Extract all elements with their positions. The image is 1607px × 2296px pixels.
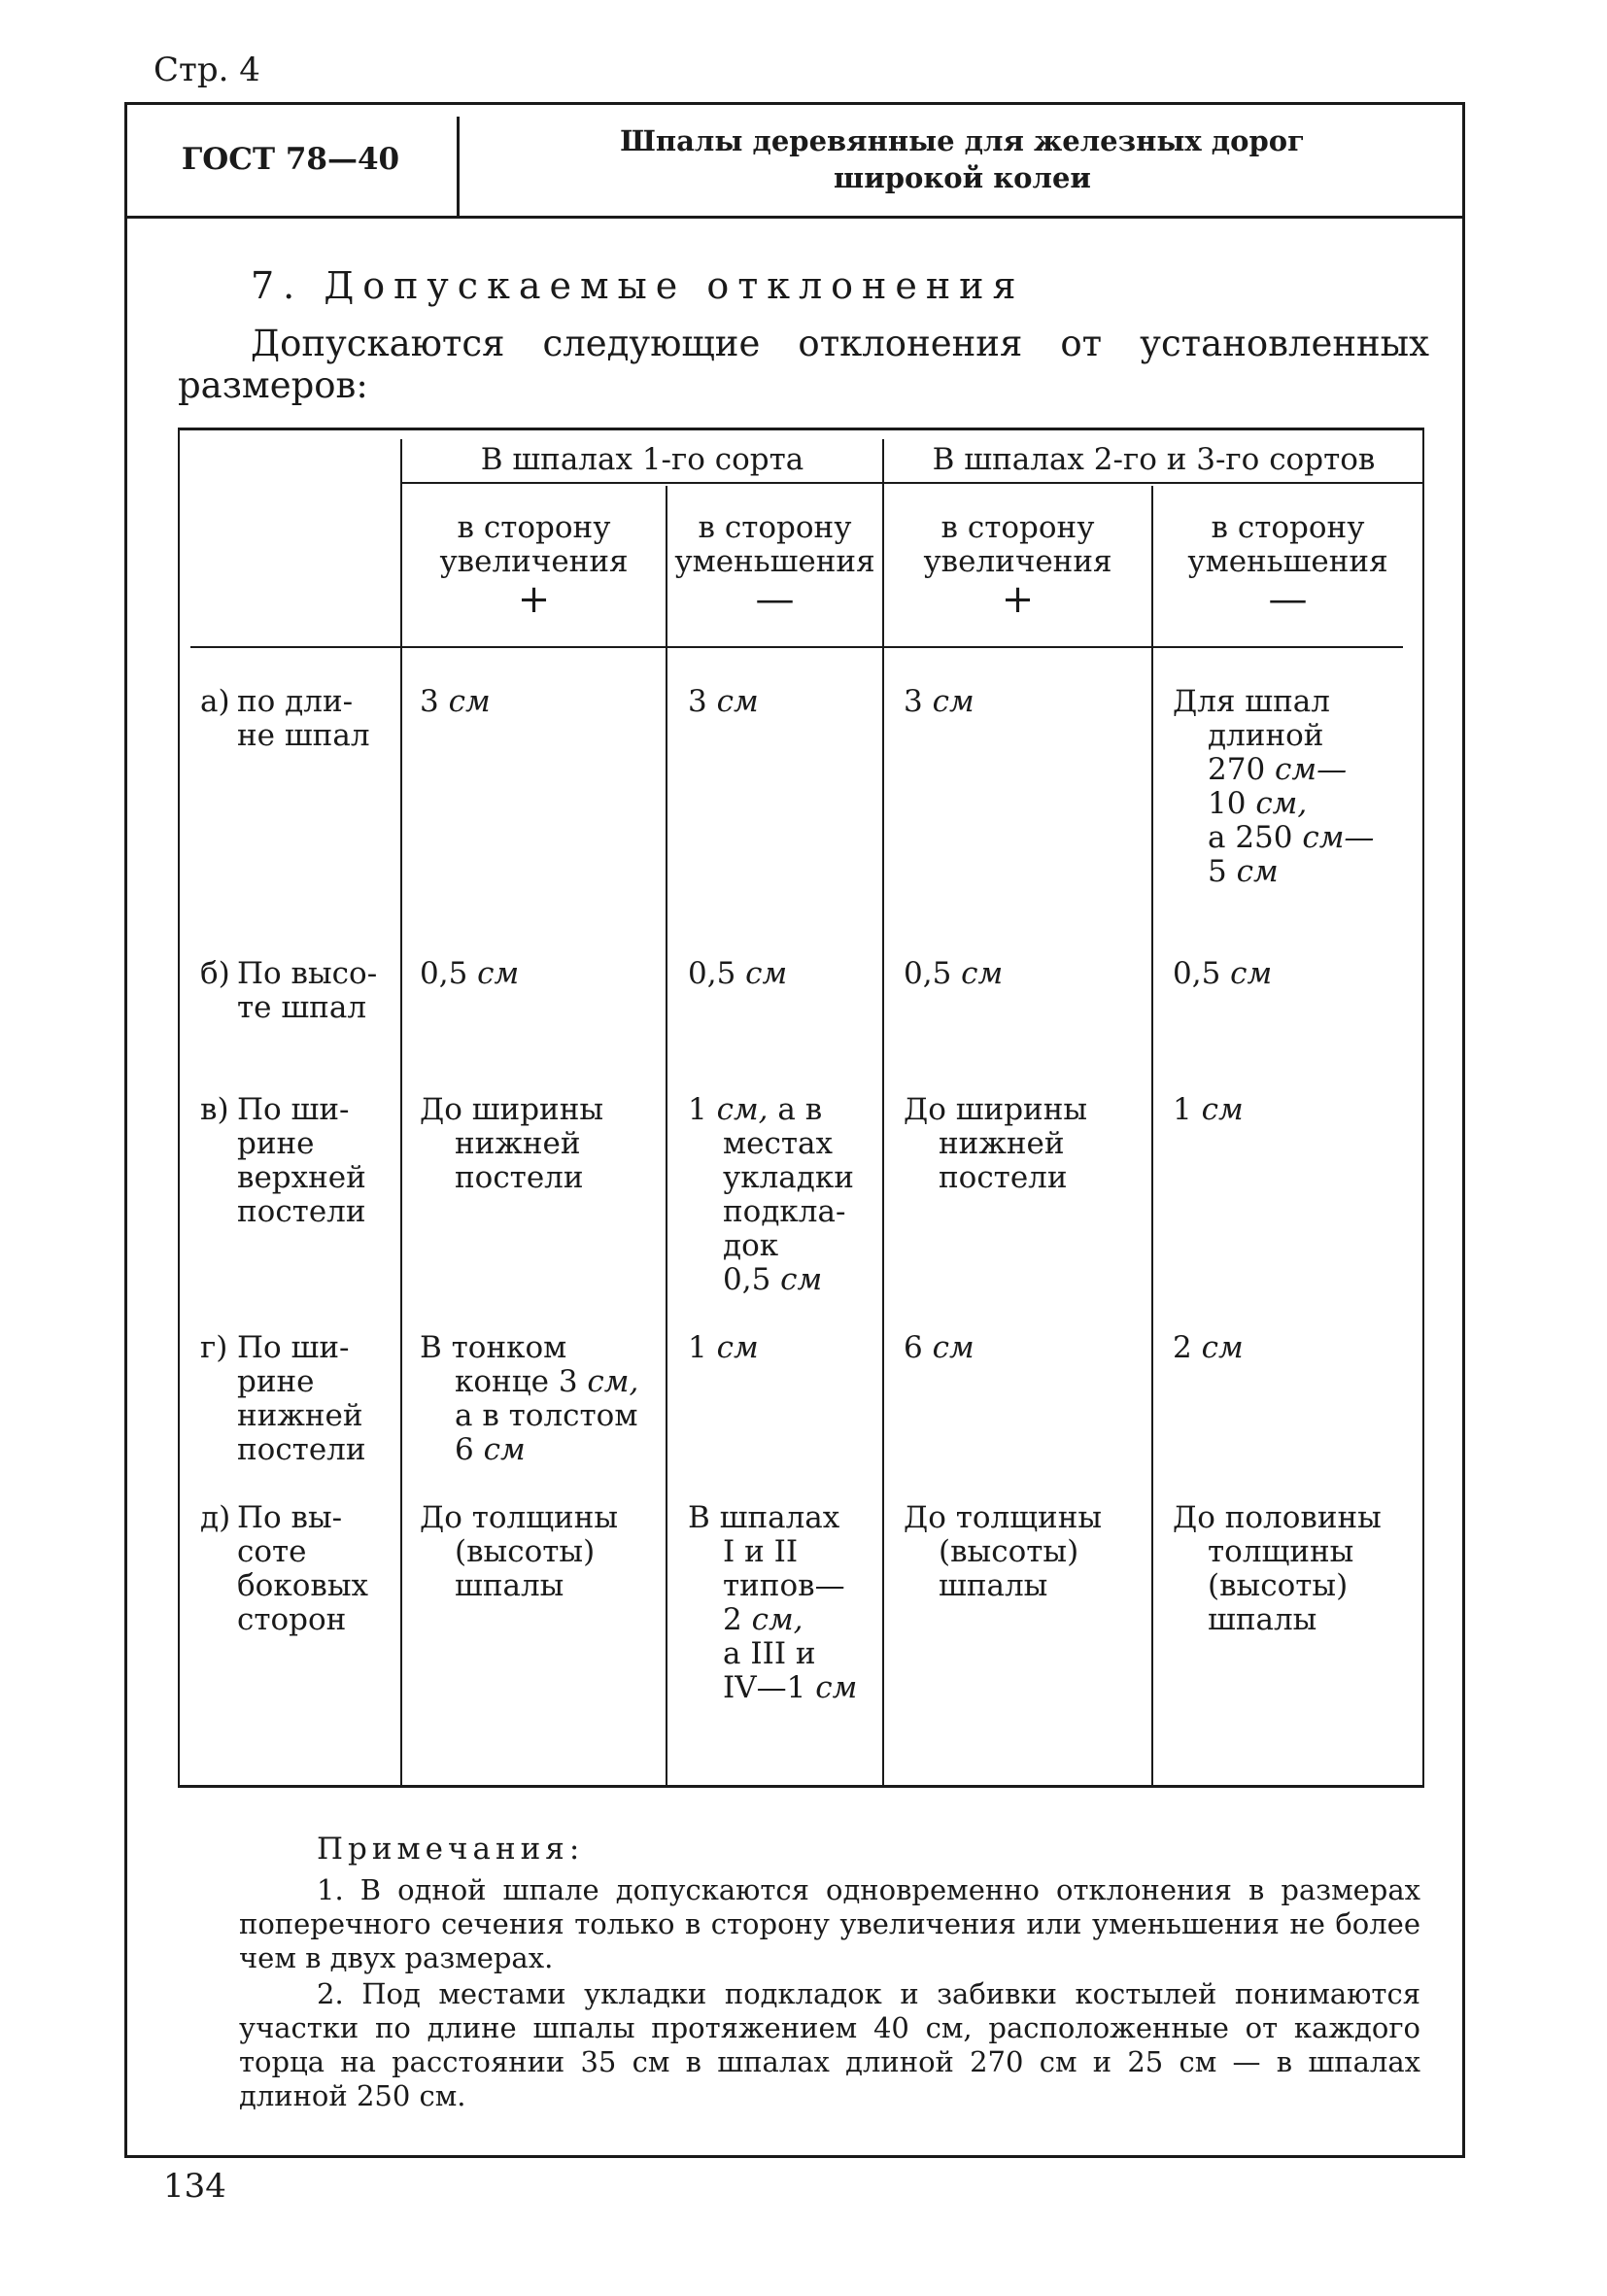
table-header-rule: [402, 482, 1422, 484]
cell-text: а III и: [723, 1636, 816, 1671]
minus-sign: —: [755, 577, 795, 622]
row-letter: г): [200, 1330, 228, 1365]
subheader-decrease: [667, 511, 882, 620]
cell-line: [420, 685, 653, 719]
cell-line: [688, 1637, 921, 1671]
cell-text: 0,5: [904, 956, 962, 991]
table-cell: [688, 957, 921, 991]
cell-line: [688, 1535, 921, 1569]
unit-text: см: [1201, 1092, 1244, 1127]
subheader-increase: [884, 511, 1151, 620]
row-label-line: По ши-: [237, 1330, 350, 1365]
cell-text: местах: [723, 1126, 833, 1161]
cell-text: (высоты): [939, 1534, 1079, 1569]
cell-line: [1173, 685, 1406, 719]
page-label: Стр. 4: [154, 51, 260, 89]
row-label-line: По вы-: [237, 1500, 343, 1535]
cell-text: шпалы: [1208, 1602, 1317, 1637]
cell-line: [420, 1331, 653, 1365]
cell-text: постели: [455, 1160, 584, 1195]
row-letter: в): [200, 1092, 229, 1127]
cell-text: 6: [904, 1330, 933, 1365]
document-title-line-2: широкой колеи: [834, 160, 1091, 194]
unit-text: см: [716, 1330, 759, 1365]
subheader-line: уменьшения: [1187, 544, 1388, 579]
table-cell: [1173, 1331, 1406, 1365]
cell-text: Для шпал: [1173, 684, 1330, 719]
subheader-decrease: [1153, 511, 1422, 620]
table-cell: [904, 1331, 1137, 1365]
unit-text: см,: [751, 1602, 804, 1637]
cell-text: 270: [1208, 752, 1276, 787]
cell-line: [1173, 719, 1406, 753]
cell-line: [688, 1501, 921, 1535]
row-label-line: По высо-: [237, 956, 378, 991]
unit-text: см: [961, 956, 1004, 991]
table-cell: [688, 1501, 921, 1705]
table-cell: [1173, 685, 1406, 889]
table-cell: [904, 957, 1137, 991]
cell-line: [904, 685, 1137, 719]
cell-text: толщины: [1208, 1534, 1354, 1569]
cell-line: [904, 1569, 1137, 1603]
cell-text: 3: [688, 684, 717, 719]
cell-text: 2: [723, 1602, 752, 1637]
intro-word: Допускаются: [251, 323, 505, 364]
intro-line-1: [178, 323, 1429, 364]
unit-text: см,: [587, 1364, 639, 1399]
cell-line: [420, 1161, 653, 1195]
row-label-line: постели: [237, 1432, 366, 1467]
row-label-line: рине: [237, 1364, 315, 1399]
plus-sign: +: [1001, 577, 1035, 622]
intro-word: от: [1060, 323, 1103, 364]
row-letter: д): [200, 1500, 231, 1535]
row-label-line: те шпал: [237, 990, 367, 1025]
cell-line: [420, 1433, 653, 1467]
cell-text: нижней: [939, 1126, 1065, 1161]
cell-line: [904, 1093, 1137, 1127]
subheader-line: в сторону: [940, 510, 1095, 545]
cell-line: [688, 1195, 921, 1229]
cell-text: 0,5: [723, 1262, 781, 1297]
subheader-line: в сторону: [1211, 510, 1365, 545]
unit-text: см: [716, 684, 759, 719]
table-cell: [420, 957, 653, 991]
unit-text: см,: [716, 1092, 769, 1127]
table-cell: [420, 1093, 653, 1195]
cell-line: [688, 957, 921, 991]
cell-line: [688, 1161, 921, 1195]
cell-text: 3: [420, 684, 449, 719]
cell-text: подкла-: [723, 1194, 846, 1229]
standard-code: ГОСТ 78—40: [181, 141, 400, 177]
header-bottom-rule: [124, 216, 1465, 219]
cell-text: типов—: [723, 1568, 845, 1603]
cell-line: [688, 1603, 921, 1637]
row-label-line: боковых: [237, 1568, 368, 1603]
cell-line: [688, 1127, 921, 1161]
table-cell: [688, 685, 921, 719]
table-cell: [688, 1093, 921, 1297]
cell-line: [688, 1263, 921, 1297]
cell-line: [1173, 787, 1406, 821]
cell-text: 0,5: [420, 956, 478, 991]
row-label-line: По ши-: [237, 1092, 350, 1127]
unit-text: см: [448, 684, 491, 719]
subheader-line: в сторону: [457, 510, 611, 545]
cell-line: [420, 1365, 653, 1399]
unit-text: см—: [1302, 820, 1375, 855]
notes-heading: Примечания:: [317, 1832, 585, 1867]
unit-text: см: [483, 1432, 526, 1467]
cell-line: [1173, 957, 1406, 991]
subheader-line: увеличения: [923, 544, 1112, 579]
cell-line: [904, 1501, 1137, 1535]
cell-text: До половины: [1173, 1500, 1382, 1535]
unit-text: см: [1236, 854, 1279, 889]
table-cell: [420, 1331, 653, 1467]
unit-text: см: [745, 956, 788, 991]
subheader-line: уменьшения: [674, 544, 875, 579]
cell-text: 5: [1208, 854, 1237, 889]
row-label-line: соте: [237, 1534, 307, 1569]
cell-text: 0,5: [1173, 956, 1231, 991]
document-title-line-1: Шпалы деревянные для железных дорог: [620, 123, 1305, 157]
cell-line: [688, 1093, 921, 1127]
unit-text: см: [780, 1262, 823, 1297]
section-intro: [178, 323, 1429, 406]
cell-line: [420, 1501, 653, 1535]
unit-text: см: [1201, 1330, 1244, 1365]
note-1: 1. В одной шпале допускаются одновременно отклонения в размерах поперечного сечения только в сторону увеличения или уменьшения не более чем в двух размерах.: [239, 1873, 1420, 1974]
cell-text: 10: [1208, 786, 1256, 821]
table-cell: [1173, 1501, 1406, 1637]
row-label-line: постели: [237, 1194, 366, 1229]
cell-line: [420, 1399, 653, 1433]
cell-line: [1173, 1603, 1406, 1637]
cell-text: 0,5: [688, 956, 746, 991]
row-label-line: не шпал: [237, 718, 370, 753]
table-cell: [904, 1093, 1137, 1195]
cell-line: [688, 1331, 921, 1365]
table-cell: [1173, 1093, 1406, 1127]
intro-word: установленных: [1140, 323, 1429, 364]
table-col-line: [400, 439, 402, 1785]
row-label-line: рине: [237, 1126, 315, 1161]
cell-text: а в толстом: [455, 1398, 638, 1433]
cell-line: [1173, 855, 1406, 889]
cell-text: До ширины: [420, 1092, 604, 1127]
row-label-line: верхней: [237, 1160, 366, 1195]
page-number: 134: [163, 2167, 226, 2206]
cell-text: укладки: [723, 1160, 854, 1195]
subheader-line: в сторону: [698, 510, 852, 545]
cell-line: [420, 957, 653, 991]
table-col-line: [666, 486, 667, 1785]
cell-line: [1173, 1569, 1406, 1603]
cell-line: [904, 957, 1137, 991]
unit-text: см: [477, 956, 520, 991]
cell-text: IV—1: [723, 1670, 816, 1705]
cell-text: а 250: [1208, 820, 1303, 855]
plus-sign: +: [517, 577, 551, 622]
cell-text: До ширины: [904, 1092, 1088, 1127]
cell-line: [904, 1127, 1137, 1161]
cell-line: [420, 1127, 653, 1161]
unit-text: см: [815, 1670, 858, 1705]
subheader-increase: [402, 511, 666, 620]
cell-line: [420, 1569, 653, 1603]
cell-text: До толщины: [904, 1500, 1103, 1535]
table-col-line: [1151, 486, 1153, 1785]
cell-line: [1173, 753, 1406, 787]
row-letter: б): [200, 956, 230, 991]
row-label-line: по дли-: [237, 684, 354, 719]
cell-line: [688, 1569, 921, 1603]
cell-line: [1173, 1535, 1406, 1569]
group-header-grade-1: В шпалах 1-го сорта: [480, 442, 804, 477]
cell-line: [904, 1161, 1137, 1195]
cell-text: В тонком: [420, 1330, 567, 1365]
cell-text: (высоты): [1208, 1568, 1349, 1603]
cell-text: длиной: [1208, 718, 1324, 753]
cell-text: нижней: [455, 1126, 581, 1161]
row-label-line: сторон: [237, 1602, 347, 1637]
table-cell: [1173, 957, 1406, 991]
unit-text: см: [932, 1330, 974, 1365]
table-cell: [420, 1501, 653, 1603]
cell-text: До толщины: [420, 1500, 619, 1535]
cell-text: 3: [904, 684, 933, 719]
unit-text: см,: [1255, 786, 1308, 821]
table-header-bottom-rule: [190, 646, 1403, 648]
cell-text: а в: [768, 1092, 823, 1127]
cell-text: 1: [688, 1092, 717, 1127]
cell-line: [904, 1331, 1137, 1365]
row-letter: а): [200, 684, 230, 719]
cell-text: постели: [939, 1160, 1068, 1195]
table-cell: [904, 685, 1137, 719]
section-title: 7. Допускаемые отклонения: [251, 264, 1025, 307]
intro-line-2: размеров:: [178, 364, 368, 406]
cell-text: док: [723, 1228, 779, 1263]
cell-line: [1173, 1501, 1406, 1535]
group-header-grade-2-3: В шпалах 2-го и 3-го сортов: [932, 442, 1376, 477]
cell-text: В шпалах: [688, 1500, 840, 1535]
minus-sign: —: [1268, 577, 1308, 622]
table-cell: [904, 1501, 1137, 1603]
unit-text: см—: [1275, 752, 1348, 787]
cell-text: 1: [688, 1330, 717, 1365]
cell-text: 6: [455, 1432, 484, 1467]
cell-line: [688, 1671, 921, 1705]
cell-line: [904, 1535, 1137, 1569]
cell-text: конце 3: [455, 1364, 588, 1399]
intro-word: отклонения: [798, 323, 1023, 364]
cell-text: 2: [1173, 1330, 1202, 1365]
subheader-line: увеличения: [439, 544, 629, 579]
table-cell: [688, 1331, 921, 1365]
cell-line: [420, 1093, 653, 1127]
cell-line: [688, 685, 921, 719]
cell-text: (высоты): [455, 1534, 596, 1569]
cell-line: [1173, 1331, 1406, 1365]
unit-text: см: [932, 684, 974, 719]
cell-line: [1173, 1093, 1406, 1127]
cell-text: шпалы: [939, 1568, 1048, 1603]
cell-text: I и II: [723, 1534, 799, 1569]
cell-line: [688, 1229, 921, 1263]
cell-line: [1173, 821, 1406, 855]
table-cell: [420, 685, 653, 719]
cell-text: шпалы: [455, 1568, 564, 1603]
intro-word: следующие: [542, 323, 761, 364]
cell-line: [420, 1535, 653, 1569]
cell-text: 1: [1173, 1092, 1202, 1127]
note-2: 2. Под местами укладки подкладок и забивки костылей понимаются участки по длине шпалы протяжением 40 см, расположенные от каждого торца на расстоянии 35 см в шпалах длиной 270 см и 25 см — в шпалах длиной 250 см.: [239, 1977, 1420, 2112]
document-title: [460, 102, 1465, 216]
row-label-line: нижней: [237, 1398, 363, 1433]
unit-text: см: [1230, 956, 1273, 991]
